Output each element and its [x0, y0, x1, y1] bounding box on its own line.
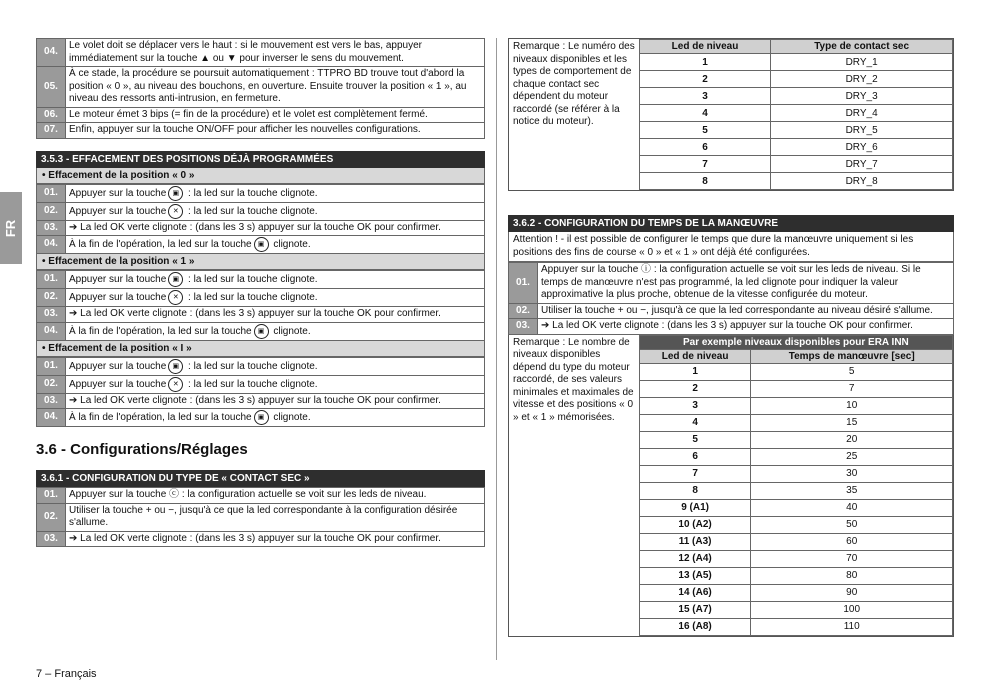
- time-level: 1: [639, 363, 751, 380]
- time-seconds: 35: [751, 482, 953, 499]
- right-column: [508, 38, 954, 637]
- erase-step-pre: À la fin de l'opération, la led sur la touche: [69, 412, 252, 424]
- erase-step-text: [66, 289, 485, 307]
- time-seconds: 80: [751, 567, 953, 584]
- time-level: 12 (A4): [639, 550, 751, 567]
- erase-step-pre: Appuyer sur la touche: [69, 187, 167, 199]
- erase-step-post: : la led sur la touche clignote.: [185, 292, 318, 304]
- contact-column-header: Led de niveau: [639, 40, 770, 54]
- erase-step-row: [37, 184, 485, 202]
- contact-type: DRY_4: [771, 105, 953, 122]
- erase-step-text: [66, 236, 485, 254]
- erase-step-row: [37, 357, 485, 375]
- time-row: [639, 465, 952, 482]
- time-row: [639, 482, 952, 499]
- time-step-number: 03.: [509, 319, 538, 335]
- contact-type: DRY_2: [771, 71, 953, 88]
- time-step-text: Utiliser la touche + ou −, jusqu'à ce que la led correspondante au niveau désiré s'allume.: [538, 303, 954, 319]
- erase-step-row: [37, 236, 485, 254]
- time-row: [639, 567, 952, 584]
- time-row: [639, 448, 952, 465]
- contact-step-text: Utiliser la touche + ou −, jusqu'à ce que la led correspondante à la configuration désirée s'allume.: [66, 503, 485, 531]
- erase-step-number: 01.: [37, 357, 66, 375]
- erase-step-pre: Appuyer sur la touche: [69, 360, 167, 372]
- button-icon: ▣: [168, 186, 183, 201]
- time-level: 8: [639, 482, 751, 499]
- erase-step-pre: Appuyer sur la touche: [69, 274, 167, 286]
- erase-step-text: [66, 184, 485, 202]
- contact-row: [639, 122, 952, 139]
- contact-box: [508, 38, 954, 191]
- erase-step-number: 01.: [37, 184, 66, 202]
- time-seconds: 110: [751, 618, 953, 635]
- top-steps-table: [36, 38, 485, 139]
- section-361-title: 3.6.1 - CONFIGURATION DU TYPE DE « CONTACT SEC »: [36, 470, 485, 487]
- time-level: 3: [639, 397, 751, 414]
- top-step-row: [37, 67, 485, 108]
- contact-level: 4: [639, 105, 770, 122]
- contact-level: 8: [639, 173, 770, 190]
- section-353-title: 3.5.3 - EFFACEMENT DES POSITIONS DÉJÀ PROGRAMMÉES: [36, 151, 485, 168]
- button-icon: ✕: [168, 204, 183, 219]
- time-level: 7: [639, 465, 751, 482]
- button-icon: ▣: [254, 410, 269, 425]
- erase-step-post: clignote.: [270, 239, 311, 251]
- contact-column-header: Type de contact sec: [771, 40, 953, 54]
- time-level: 5: [639, 431, 751, 448]
- time-row: [639, 397, 952, 414]
- time-row: [639, 533, 952, 550]
- time-step-text: ➔ La led OK verte clignote : (dans les 3 s) appuyer sur la touche OK pour confirmer.: [538, 319, 954, 335]
- time-row: [639, 431, 952, 448]
- erase-step-text: [66, 375, 485, 393]
- erase-step-row: [37, 375, 485, 393]
- contact-level: 3: [639, 88, 770, 105]
- erase-group-heading: • Effacement de la position « 0 »: [36, 168, 485, 184]
- erase-step-text: [66, 357, 485, 375]
- button-icon: ✕: [168, 377, 183, 392]
- attention-note: Attention ! - il est possible de configurer le temps que dure la manœuvre uniquement si les positions des fins de course « 0 » et « 1 » ont déjà été configurées.: [508, 232, 954, 262]
- page-footer: 7 – Français: [36, 668, 97, 680]
- contact-level: 2: [639, 71, 770, 88]
- button-icon: ▣: [168, 272, 183, 287]
- erase-step-number: 02.: [37, 202, 66, 220]
- time-row: [639, 499, 952, 516]
- erase-step-pre: À la fin de l'opération, la led sur la touche: [69, 239, 252, 251]
- time-step-number: 02.: [509, 303, 538, 319]
- top-step-text: Enfin, appuyer sur la touche ON/OFF pour afficher les nouvelles configurations.: [66, 123, 485, 139]
- contact-row: [639, 88, 952, 105]
- column-divider: [496, 38, 497, 660]
- time-seconds: 15: [751, 414, 953, 431]
- top-step-text: À ce stade, la procédure se poursuit automatiquement : TTPRO BD trouve tout d'abord la position « 0 », au niveau des bouchons, en ouverture. Ensuite trouver la position « 1 », au niveau des ressorts anti-intrusion, en fermeture.: [66, 67, 485, 108]
- erase-step-pre: ➔ La led OK verte clignote : (dans les 3 s) appuyer sur la touche OK pour confirmer.: [69, 221, 441, 233]
- time-seconds: 20: [751, 431, 953, 448]
- contact-step-number: 03.: [37, 531, 66, 547]
- erase-step-row: [37, 409, 485, 427]
- time-row: [639, 550, 952, 567]
- erase-step-post: clignote.: [270, 325, 311, 337]
- erase-step-post: : la led sur la touche clignote.: [185, 378, 318, 390]
- contact-step-text: ➔ La led OK verte clignote : (dans les 3 s) appuyer sur la touche OK pour confirmer.: [66, 531, 485, 547]
- time-seconds: 7: [751, 380, 953, 397]
- erase-step-pre: ➔ La led OK verte clignote : (dans les 3 s) appuyer sur la touche OK pour confirmer.: [69, 394, 441, 406]
- erase-step-number: 04.: [37, 322, 66, 340]
- time-table: [639, 335, 953, 636]
- time-seconds: 10: [751, 397, 953, 414]
- erase-step-text: [66, 393, 485, 409]
- time-seconds: 60: [751, 533, 953, 550]
- time-step-row: [509, 263, 954, 304]
- top-step-row: [37, 123, 485, 139]
- button-icon: ✕: [168, 290, 183, 305]
- erase-step-text: [66, 220, 485, 236]
- erase-step-number: 02.: [37, 289, 66, 307]
- erase-step-row: [37, 202, 485, 220]
- erase-step-pre: ➔ La led OK verte clignote : (dans les 3 s) appuyer sur la touche OK pour confirmer.: [69, 308, 441, 319]
- time-level: 10 (A2): [639, 516, 751, 533]
- contact-step-text: Appuyer sur la touche ⓒ : la configuration actuelle se voit sur les leds de niveau.: [66, 488, 485, 504]
- section-36-heading: 3.6 - Configurations/Réglages: [36, 441, 248, 458]
- time-step-text: Appuyer sur la touche ⓘ : la configuration actuelle se voit sur les leds de niveau. Si le temps de manœuvre n'est pas programmé, la led clignote pour indiquer la valeur approximative la plus proche, obtenue de la vitesse configurée du moteur.: [538, 263, 954, 304]
- time-level: 13 (A5): [639, 567, 751, 584]
- erase-step-number: 03.: [37, 307, 66, 323]
- erase-step-post: : la led sur la touche clignote.: [185, 274, 318, 286]
- left-column: [36, 38, 485, 547]
- button-icon: ▣: [254, 237, 269, 252]
- top-step-number: 04.: [37, 39, 66, 67]
- time-seconds: 5: [751, 363, 953, 380]
- contact-row: [639, 139, 952, 156]
- erase-step-text: [66, 409, 485, 427]
- erase-step-number: 02.: [37, 375, 66, 393]
- time-row: [639, 363, 952, 380]
- erase-step-row: [37, 220, 485, 236]
- erase-group-heading: • Effacement de la position « 1 »: [36, 254, 485, 270]
- erase-step-text: [66, 307, 485, 323]
- time-row: [639, 601, 952, 618]
- contact-step-number: 01.: [37, 488, 66, 504]
- language-tab: [0, 192, 22, 264]
- time-row: [639, 584, 952, 601]
- erase-step-row: [37, 322, 485, 340]
- contact-row: [639, 105, 952, 122]
- contact-level: 5: [639, 122, 770, 139]
- top-step-row: [37, 107, 485, 123]
- contact-row: [639, 173, 952, 190]
- time-level: 6: [639, 448, 751, 465]
- time-box: [508, 335, 954, 637]
- time-row: [639, 516, 952, 533]
- erase-step-number: 04.: [37, 409, 66, 427]
- erase-group-heading: • Effacement de la position « I »: [36, 341, 485, 357]
- time-row: [639, 618, 952, 635]
- time-step-row: [509, 319, 954, 335]
- top-step-text: Le volet doit se déplacer vers le haut : si le mouvement est vers le bas, appuyer immédiatement sur la touche ▲ ou ▼ pour inverser le sens du mouvement.: [66, 39, 485, 67]
- erase-steps-table: [36, 357, 485, 428]
- time-level: 2: [639, 380, 751, 397]
- time-step-number: 01.: [509, 263, 538, 304]
- time-column-header: Led de niveau: [639, 349, 751, 363]
- erase-step-pre: À la fin de l'opération, la led sur la touche: [69, 325, 252, 337]
- erase-step-pre: Appuyer sur la touche: [69, 205, 167, 217]
- erase-step-post: : la led sur la touche clignote.: [185, 205, 318, 217]
- contact-type: DRY_5: [771, 122, 953, 139]
- language-label: FR: [3, 219, 19, 237]
- contact-step-row: [37, 531, 485, 547]
- time-seconds: 25: [751, 448, 953, 465]
- time-seconds: 70: [751, 550, 953, 567]
- time-level: 4: [639, 414, 751, 431]
- time-level: 11 (A3): [639, 533, 751, 550]
- section-362-title: 3.6.2 - CONFIGURATION DU TEMPS DE LA MANŒUVRE: [508, 215, 954, 232]
- contact-level: 6: [639, 139, 770, 156]
- time-seconds: 100: [751, 601, 953, 618]
- erase-step-number: 03.: [37, 220, 66, 236]
- erase-step-pre: Appuyer sur la touche: [69, 378, 167, 390]
- erase-step-text: [66, 322, 485, 340]
- erase-steps-table: [36, 184, 485, 255]
- contact-type: DRY_6: [771, 139, 953, 156]
- erase-step-post: clignote.: [270, 412, 311, 424]
- time-table-title: Par exemple niveaux disponibles pour ERA INN: [639, 335, 952, 349]
- section-362-steps: [508, 262, 954, 335]
- contact-type: DRY_7: [771, 156, 953, 173]
- erase-step-post: : la led sur la touche clignote.: [185, 360, 318, 372]
- erase-step-number: 04.: [37, 236, 66, 254]
- top-step-text: Le moteur émet 3 bips (= fin de la procédure) et le volet est complètement fermé.: [66, 107, 485, 123]
- section-361-steps: [36, 487, 485, 547]
- time-level: 15 (A7): [639, 601, 751, 618]
- time-seconds: 40: [751, 499, 953, 516]
- time-level: 9 (A1): [639, 499, 751, 516]
- time-row: [639, 414, 952, 431]
- contact-type: DRY_1: [771, 54, 953, 71]
- erase-step-number: 03.: [37, 393, 66, 409]
- contact-row: [639, 156, 952, 173]
- time-column-header: Temps de manœuvre [sec]: [751, 349, 953, 363]
- time-remark: Remarque : Le nombre de niveaux disponibles dépend du type du moteur raccordé, de ses valeurs minimales et maximales de vitesse et des positions « 0 » et « 1 » mémorisées.: [513, 336, 634, 423]
- erase-step-row: [37, 289, 485, 307]
- contact-table: [639, 39, 953, 190]
- contact-type: DRY_8: [771, 173, 953, 190]
- time-level: 14 (A6): [639, 584, 751, 601]
- top-step-number: 05.: [37, 67, 66, 108]
- contact-level: 1: [639, 54, 770, 71]
- contact-remark: Remarque : Le numéro des niveaux disponibles et les types de comportement de chaque contact sec dépendent du moteur raccordé (se référer à la notice du moteur).: [513, 41, 635, 127]
- erase-step-pre: Appuyer sur la touche: [69, 292, 167, 304]
- section-353-body: [36, 168, 485, 428]
- erase-steps-table: [36, 270, 485, 341]
- erase-step-post: : la led sur la touche clignote.: [185, 187, 318, 199]
- time-seconds: 50: [751, 516, 953, 533]
- contact-step-number: 02.: [37, 503, 66, 531]
- top-step-row: [37, 39, 485, 67]
- contact-level: 7: [639, 156, 770, 173]
- erase-step-text: [66, 271, 485, 289]
- button-icon: ▣: [168, 359, 183, 374]
- erase-step-row: [37, 307, 485, 323]
- top-step-number: 06.: [37, 107, 66, 123]
- time-level: 16 (A8): [639, 618, 751, 635]
- contact-type: DRY_3: [771, 88, 953, 105]
- time-step-row: [509, 303, 954, 319]
- time-row: [639, 380, 952, 397]
- top-step-number: 07.: [37, 123, 66, 139]
- erase-step-row: [37, 271, 485, 289]
- time-seconds: 30: [751, 465, 953, 482]
- contact-row: [639, 54, 952, 71]
- erase-step-number: 01.: [37, 271, 66, 289]
- erase-step-text: [66, 202, 485, 220]
- button-icon: ▣: [254, 324, 269, 339]
- time-seconds: 90: [751, 584, 953, 601]
- contact-step-row: [37, 488, 485, 504]
- erase-step-row: [37, 393, 485, 409]
- contact-row: [639, 71, 952, 88]
- contact-step-row: [37, 503, 485, 531]
